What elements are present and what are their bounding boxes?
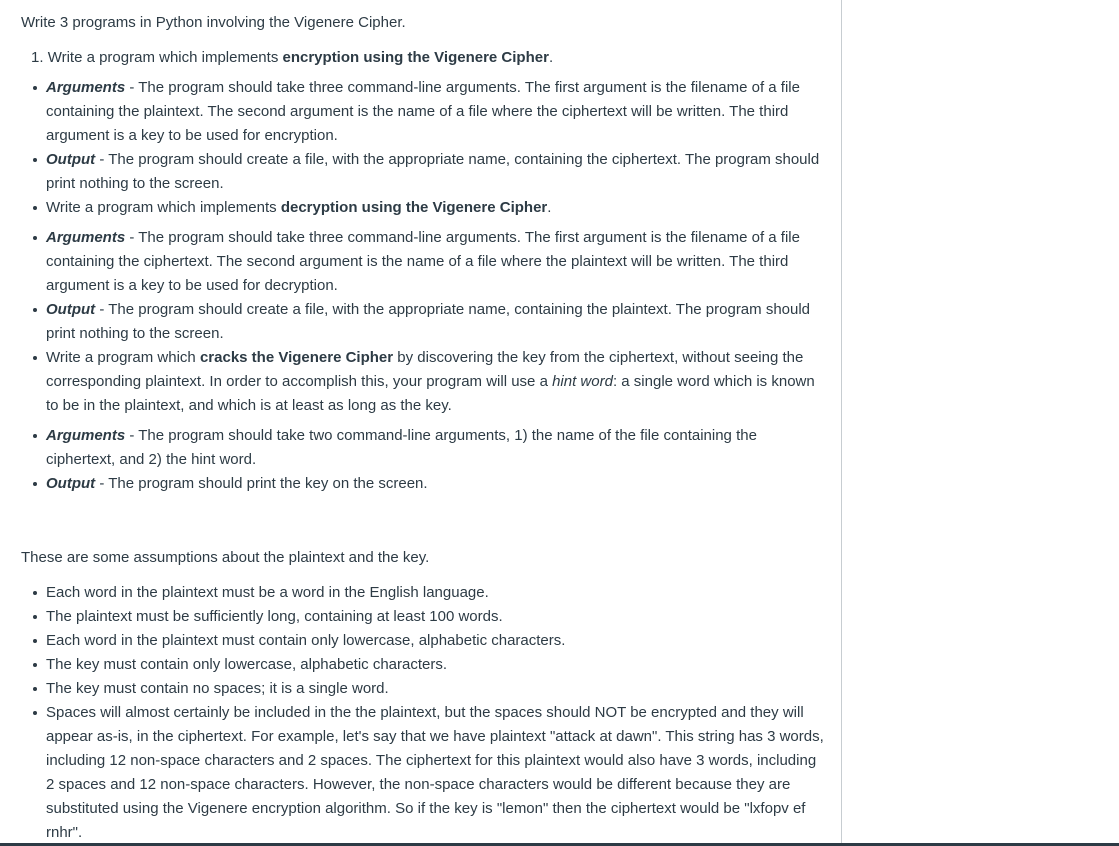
assumptions-intro: These are some assumptions about the plaintext and the key.: [21, 549, 430, 566]
task-2-output: [46, 298, 827, 346]
assumption-item: The key must contain no spaces; it is a single word.: [46, 677, 827, 701]
task-1-end: .: [548, 49, 554, 66]
task-3-output: [46, 472, 827, 496]
output-label: Output: [46, 475, 96, 492]
assumption-item: The plaintext must be sufficiently long, containing at least 100 words.: [46, 605, 827, 629]
task-3-text2: by discovering the key from the ciphertext, without seeing the corresponding plaintext. In order to accomplish this, your program will use a: [46, 349, 804, 390]
arguments-label: Arguments: [46, 79, 126, 96]
task-1-details: [21, 76, 827, 220]
assumption-item: Each word in the plaintext must be a word in the English language.: [46, 581, 827, 605]
assumptions-list: [21, 581, 827, 843]
arguments-label: Arguments: [46, 229, 126, 246]
arguments-text: - The program should take three command-line arguments. The first argument is the filename of a file containing the ciphertext. The second argument is the name of a file where the plaintext will be written. The third argument is a key to be used for decryption.: [46, 229, 800, 294]
arguments-text: - The program should take three command-line arguments. The first argument is the filename of a file containing the plaintext. The second argument is the name of a file where the ciphertext will be written. The third argument is a key to be used for encryption.: [46, 79, 800, 144]
assumption-item: Spaces will almost certainly be included in the the plaintext, but the spaces should NOT be encrypted and they will appear as-is, in the ciphertext. For example, let's say that we have plaintext "attack at dawn". This string has 3 words, including 12 non-space characters and 2 spaces. The ciphertext for this plaintext would also have 3 words, including 2 spaces and 12 non-space characters. However, the non-space characters would be different because they are substituted using the Vigenere encryption algorithm. So if the key is "lemon" then the ciphertext would be "lxfopv ef rnhr".: [46, 701, 827, 843]
task-2-details: [21, 226, 827, 418]
task-1-arguments: [46, 76, 827, 148]
output-text: - The program should create a file, with the appropriate name, containing the ciphertext. The program should print nothing to the screen.: [46, 151, 820, 192]
task-3-bold: cracks the Vigenere Cipher: [199, 349, 394, 366]
output-label: Output: [46, 301, 96, 318]
task-1-text: Write a program which implements: [47, 49, 279, 66]
task-3-text3: : a single word which is known to be in the plaintext, and which is at least as long as the key.: [46, 373, 815, 414]
output-text: - The program should print the key on the screen.: [95, 475, 428, 492]
task-3-italic: hint word: [552, 373, 613, 390]
task-list: [21, 46, 827, 70]
task-1-output: [46, 148, 827, 196]
arguments-text: - The program should take two command-line arguments, 1) the name of the file containing the ciphertext, and 2) the hint word.: [46, 427, 757, 468]
task-3-arguments: [46, 424, 827, 472]
task-3: [46, 346, 827, 418]
task-2-end: .: [547, 199, 552, 216]
arguments-label: Arguments: [46, 427, 126, 444]
task-2-text: Write a program which implements: [46, 199, 277, 216]
task-1-bold: encryption using the Vigenere Cipher: [282, 49, 549, 66]
intro-text: Write 3 programs in Python involving the Vigenere Cipher.: [21, 14, 406, 31]
task-3-text: Write a program which: [46, 349, 196, 366]
task-3-details: [21, 424, 827, 496]
output-text: - The program should create a file, with the appropriate name, containing the plaintext. The program should print nothing to the screen.: [46, 301, 811, 342]
assumption-item: The key must contain only lowercase, alphabetic characters.: [46, 653, 827, 677]
assumption-item: Each word in the plaintext must contain only lowercase, alphabetic characters.: [46, 629, 827, 653]
task-2-bold: decryption using the Vigenere Cipher: [280, 199, 548, 216]
output-label: Output: [46, 151, 96, 168]
task-2: [46, 196, 827, 220]
task-1-number: 1.: [31, 49, 44, 66]
task-2-arguments: [46, 226, 827, 298]
task-1: [31, 46, 827, 70]
